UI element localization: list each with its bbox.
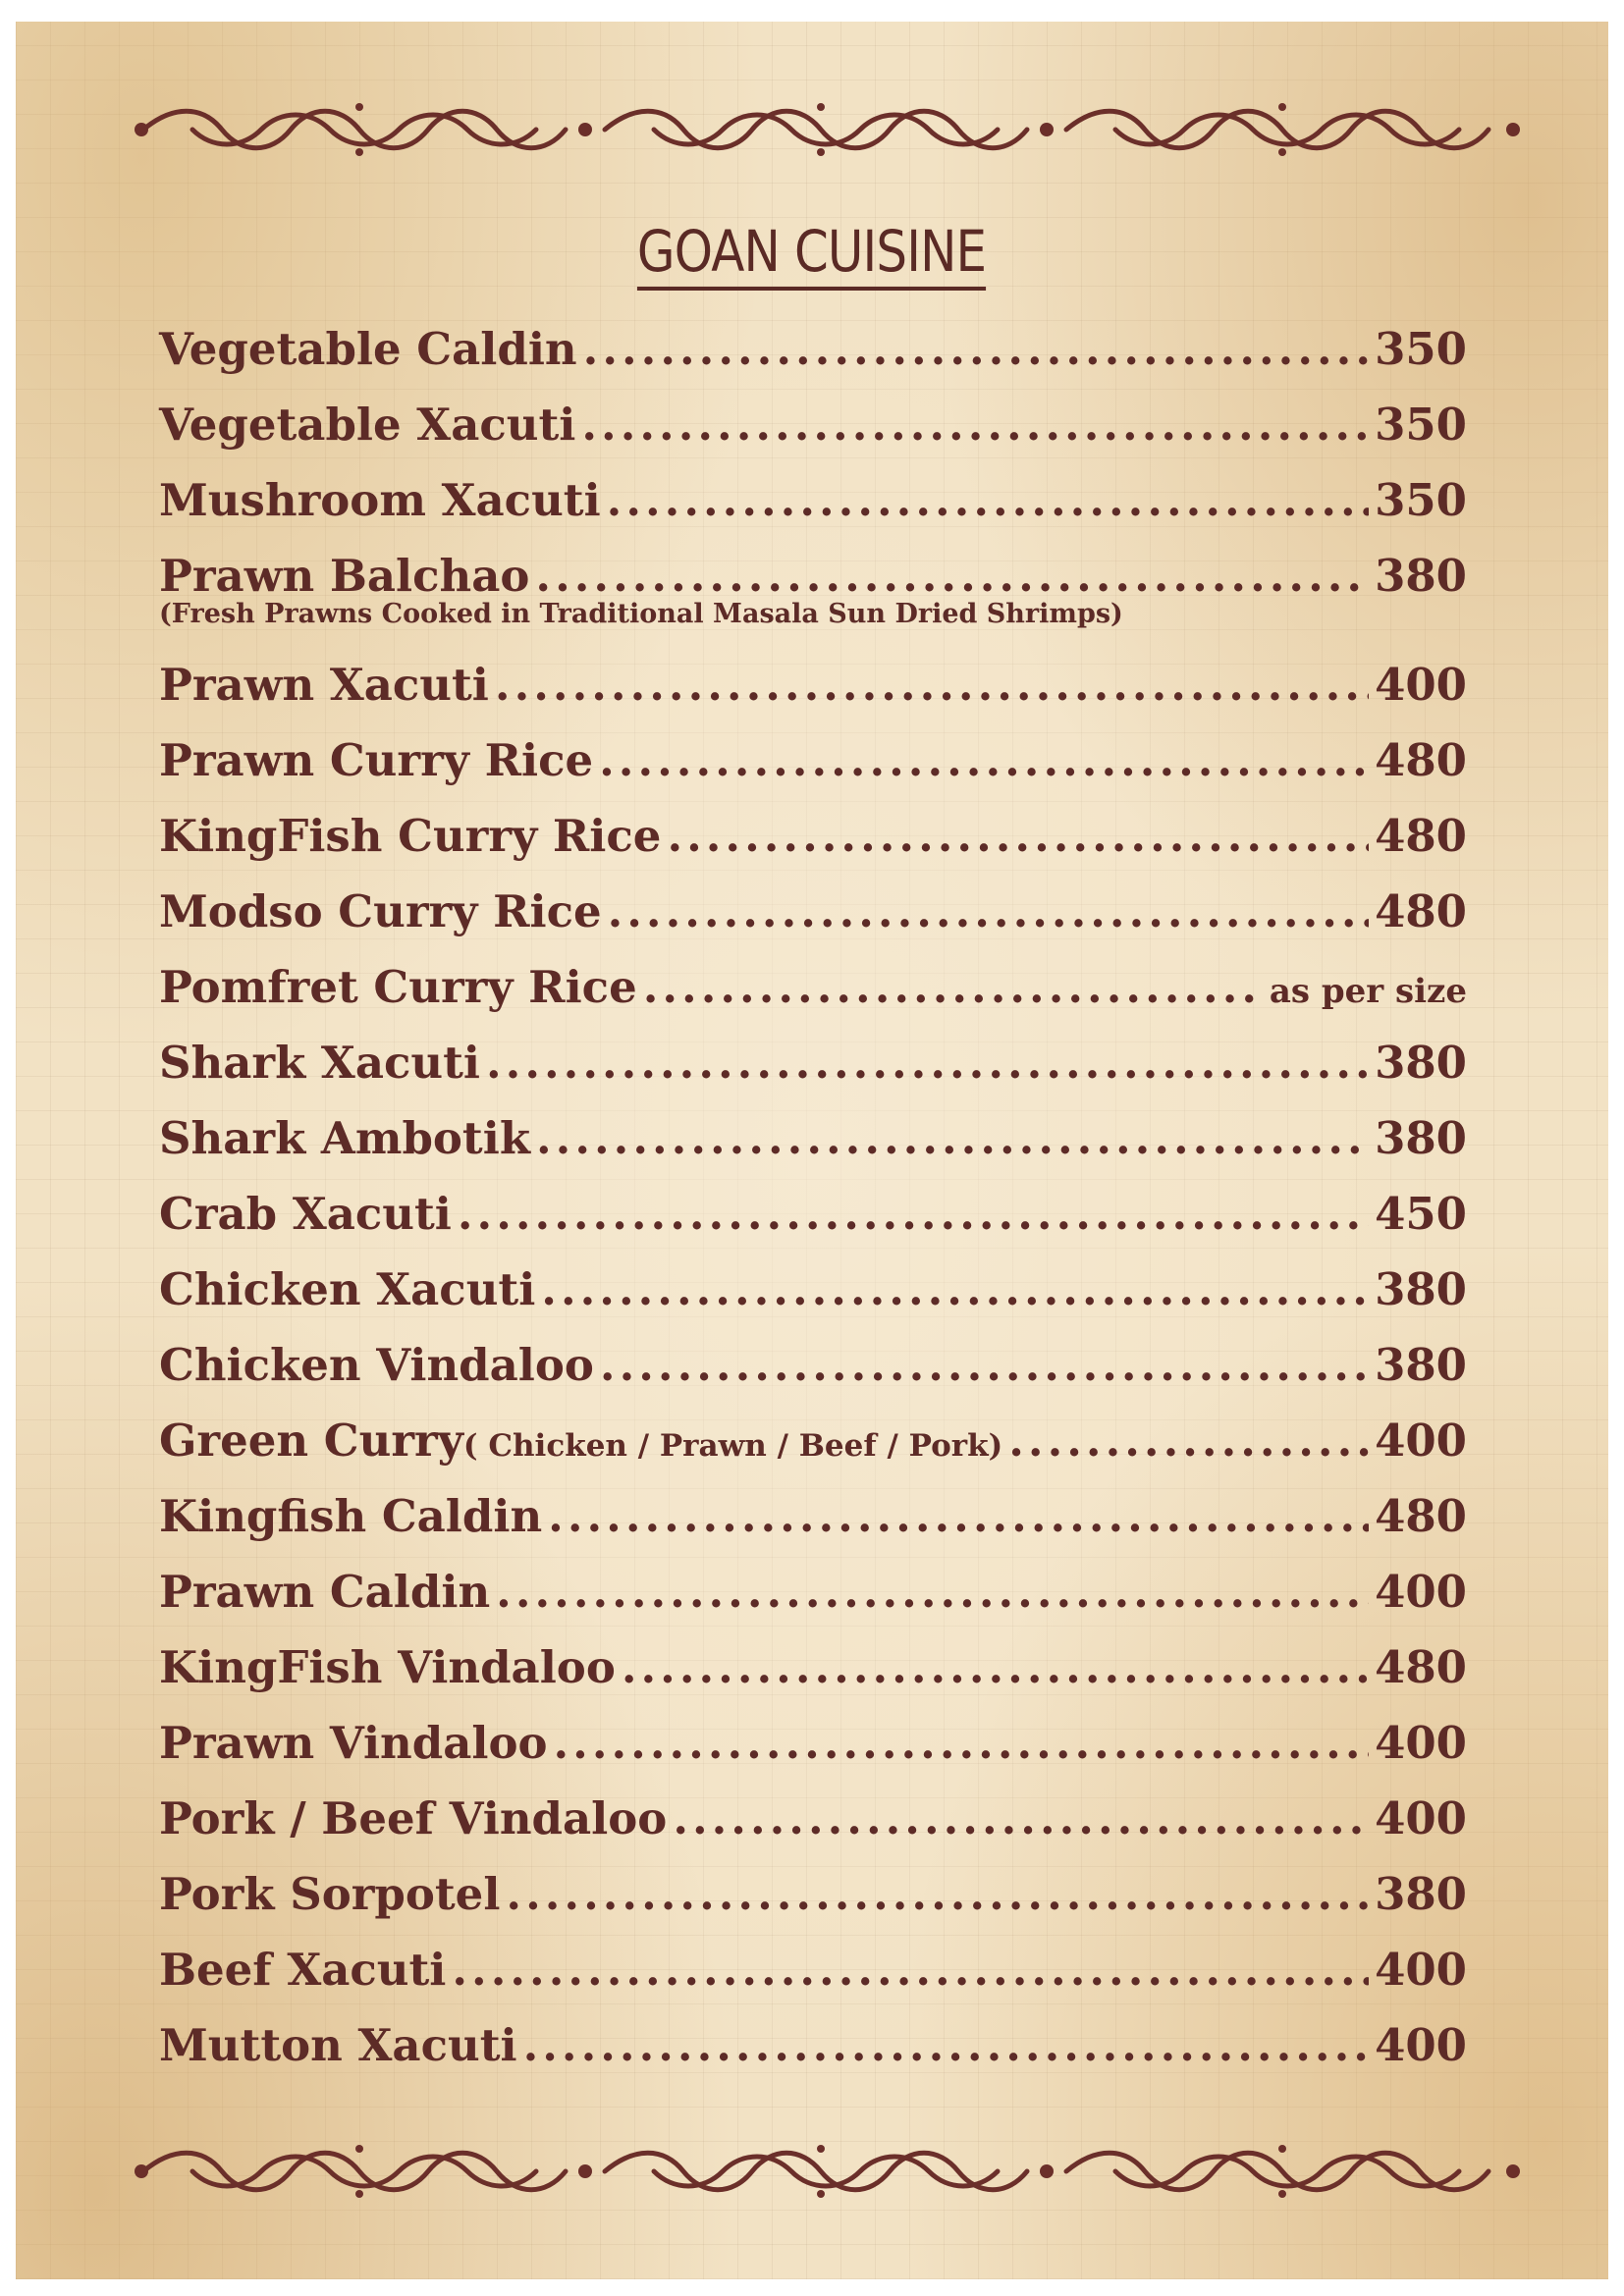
menu-item — [159, 949, 1467, 1025]
dot-leader — [458, 1176, 1369, 1252]
menu-item — [159, 798, 1467, 874]
menu-item-price: 480 — [1375, 734, 1467, 786]
menu-item-name: Mushroom Xacuti — [159, 474, 601, 526]
menu-item-price: 400 — [1375, 1415, 1467, 1467]
dot-leader — [1008, 1403, 1369, 1478]
menu-item-name: Beef Xacuti — [159, 1944, 447, 1996]
menu-item-price: 400 — [1375, 1717, 1467, 1769]
dot-leader — [667, 798, 1369, 874]
scroll-ornament-top-icon — [134, 95, 1528, 164]
dot-leader — [523, 2007, 1369, 2083]
menu-item-name: Chicken Vindaloo — [159, 1339, 594, 1391]
menu-item-name: Prawn Caldin — [159, 1566, 491, 1618]
dot-leader — [600, 1327, 1369, 1403]
menu-item-name: Prawn Vindaloo — [159, 1717, 548, 1769]
menu-item-name: Chicken Xacuti — [159, 1263, 536, 1315]
menu-item-price: 380 — [1375, 1112, 1467, 1164]
menu-item-price: 480 — [1375, 885, 1467, 937]
dot-leader — [536, 1100, 1369, 1176]
menu-item-name: Vegetable Caldin — [159, 323, 577, 375]
page-title-text: GOAN CUISINE — [637, 218, 986, 291]
dot-leader — [495, 647, 1369, 722]
menu-item — [159, 1100, 1467, 1176]
menu-item-price: 350 — [1375, 474, 1467, 526]
menu-item — [159, 1554, 1467, 1629]
dot-leader — [608, 874, 1369, 949]
menu-item-price: 380 — [1375, 1263, 1467, 1315]
menu-item-price: 380 — [1375, 550, 1467, 602]
scroll-ornament-bottom-icon — [134, 2137, 1528, 2206]
menu-item-name: Vegetable Xacuti — [159, 399, 576, 451]
menu-list — [159, 311, 1467, 2083]
menu-item-name: Mutton Xacuti — [159, 2019, 517, 2071]
menu-item-price: 400 — [1375, 1792, 1467, 1844]
menu-item — [159, 462, 1467, 538]
menu-item-name: Pork Sorpotel — [159, 1868, 501, 1920]
dot-leader — [581, 387, 1369, 462]
menu-item — [159, 2007, 1467, 2083]
dot-leader — [583, 311, 1369, 387]
menu-item-options: ( Chicken / Prawn / Beef / Pork) — [462, 1428, 1003, 1464]
menu-item-name: Shark Ambotik — [159, 1112, 530, 1164]
dot-leader — [506, 1856, 1369, 1932]
menu-item-price: 400 — [1375, 1566, 1467, 1618]
menu-item-description: (Fresh Prawns Cooked in Traditional Masala Sun Dried Shrimps) — [159, 599, 1123, 629]
menu-item-name: Green Curry — [159, 1415, 463, 1467]
menu-item-price: as per size — [1269, 972, 1467, 1011]
menu-item-name: KingFish Vindaloo — [159, 1641, 616, 1693]
menu-item-name: Prawn Curry Rice — [159, 734, 594, 786]
dot-leader — [622, 1629, 1369, 1705]
menu-item-price: 380 — [1375, 1339, 1467, 1391]
menu-item-price: 350 — [1375, 323, 1467, 375]
menu-item-name: Prawn Xacuti — [159, 659, 489, 711]
menu-item-name: Pomfret Curry Rice — [159, 961, 637, 1013]
menu-item-price: 400 — [1375, 2019, 1467, 2071]
menu-item — [159, 1781, 1467, 1856]
menu-item-name: KingFish Curry Rice — [159, 810, 662, 862]
dot-leader — [452, 1932, 1369, 2007]
menu-item — [159, 1025, 1467, 1100]
menu-item — [159, 1629, 1467, 1705]
menu-item — [159, 874, 1467, 949]
menu-item — [159, 1327, 1467, 1403]
menu-item-price: 400 — [1375, 659, 1467, 711]
dot-leader — [541, 1252, 1369, 1327]
menu-item-price: 400 — [1375, 1944, 1467, 1996]
menu-item-price: 380 — [1375, 1868, 1467, 1920]
menu-item-name: Kingfish Caldin — [159, 1490, 543, 1542]
menu-item — [159, 1176, 1467, 1252]
menu-item-price: 380 — [1375, 1037, 1467, 1089]
menu-item — [159, 1705, 1467, 1781]
menu-item — [159, 1856, 1467, 1932]
dot-leader — [548, 1478, 1369, 1554]
menu-item-name: Shark Xacuti — [159, 1037, 480, 1089]
menu-item-name: Prawn Balchao — [159, 550, 530, 602]
menu-item-price: 480 — [1375, 810, 1467, 862]
menu-item-price: 450 — [1375, 1188, 1467, 1240]
menu-item — [159, 311, 1467, 387]
dot-leader — [607, 462, 1369, 538]
menu-item-name: Crab Xacuti — [159, 1188, 452, 1240]
menu-item — [159, 1403, 1467, 1478]
dot-leader — [486, 1025, 1369, 1100]
menu-item-name: Modso Curry Rice — [159, 885, 602, 937]
menu-item — [159, 1932, 1467, 2007]
menu-item-price: 480 — [1375, 1641, 1467, 1693]
menu-item-price: 350 — [1375, 399, 1467, 451]
menu-item-price: 480 — [1375, 1490, 1467, 1542]
dot-leader — [673, 1781, 1369, 1856]
page-title — [16, 218, 1608, 291]
dot-leader — [599, 722, 1369, 798]
menu-item — [159, 647, 1467, 722]
menu-item — [159, 1478, 1467, 1554]
dot-leader — [496, 1554, 1369, 1629]
menu-item — [159, 1252, 1467, 1327]
dot-leader — [554, 1705, 1370, 1781]
dot-leader — [643, 949, 1264, 1025]
menu-item-name: Pork / Beef Vindaloo — [159, 1792, 668, 1844]
menu-item — [159, 387, 1467, 462]
menu-page — [16, 22, 1608, 2279]
menu-item — [159, 722, 1467, 798]
